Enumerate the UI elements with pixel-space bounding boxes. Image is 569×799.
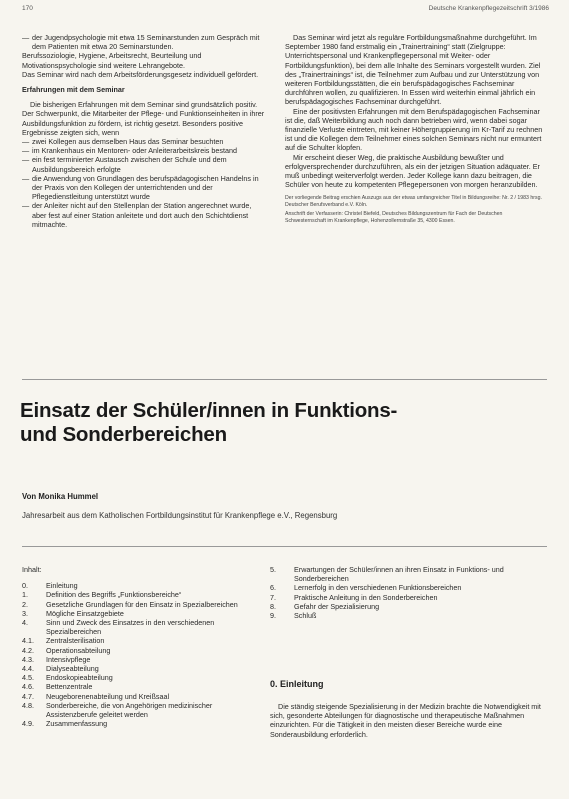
list-a [22, 33, 267, 51]
paragraph: Das Seminar wird nach dem Arbeitsförderungsgesetz individuell gefördert. [22, 69, 259, 79]
toc-text: Sonderbereiche, die von Angehörigen medizinischer Assistenzberufe geleitet werden [46, 700, 213, 720]
toc-row [22, 673, 252, 682]
footnote: Anschrift der Verfasserin: Christel Biefeld, Deutsches Bildungszentrum für Fach der Deutschen Schwesternschaft im Krankenpflege, Hohenzollernstraße 35, 4300 Essen. [285, 211, 503, 224]
toc-row [22, 618, 252, 636]
toc-row [22, 590, 252, 599]
toc-row [22, 692, 252, 701]
toc-num: 7. [270, 592, 276, 602]
toc-text: Einleitung [46, 581, 78, 591]
list-item: — der Anleiter nicht auf den Stellenplan der Station angerechnet wurde, aber fest auf einer Station anleitete und dort auch den Schichtdienst mitmachte. [22, 201, 267, 229]
title-line: Einsatz der Schüler/innen in Funktions- [20, 399, 398, 422]
title-line: und Sonderbereichen [20, 423, 227, 446]
toc-row [22, 682, 252, 691]
list-b [22, 137, 267, 229]
toc-num: 5. [270, 565, 276, 574]
affiliation: Jahresarbeit aus dem Katholischen Fortbildungsinstitut für Krankenpflege e.V., Regensburg [22, 511, 338, 520]
subheading: Erfahrungen mit dem Seminar [22, 85, 125, 95]
toc-text: Lernerfolg in den verschiedenen Funktionsbereichen [294, 583, 462, 593]
footnote: Der vorliegende Beitrag erschien Auszugs aus der etwas umfangreicher Titel in Bildungsreihe: Nr. 2 / 1983 hrsg. Deutscher Berufsverband e.V. Köln. [285, 195, 542, 208]
toc-num: 3. [22, 608, 28, 618]
toc-text: Erwartungen der Schüler/innen an ihren Einsatz in Funktions- und Sonderbereichen [294, 565, 504, 584]
journal-name: Deutsche Krankenpflegezeitschrift 3/1986 [428, 5, 549, 12]
toc-num: 4.5. [22, 673, 34, 683]
toc-row [22, 581, 252, 590]
toc-row [22, 636, 252, 645]
list-item: — ein fest terminierter Austausch zwischen der Schule und dem Ausbildungsbereich erfolgte [22, 155, 267, 173]
toc-num: 6. [270, 583, 276, 593]
divider [22, 546, 547, 547]
toc-text: Neugeborenenabteilung und Kreißsaal [46, 691, 170, 701]
toc-num: 4.1. [22, 636, 34, 646]
toc-text: Definition des Begriffs „Funktionsbereiche“ [46, 590, 182, 600]
toc-num: 0. [22, 581, 28, 591]
page-header [22, 5, 549, 17]
toc-num: 4.9. [22, 719, 34, 729]
toc-num: 4.4. [22, 664, 34, 674]
toc-num: 4.8. [22, 700, 34, 710]
paragraph: Eine der positivsten Erfahrungen mit dem Berufspädagogischen Fachseminar ist die, daß Weiterbildung auch noch dann betrieben wird, wenn dabei sogar finanzielle Verluste eintreten, mit keiner Höhergruppierung im Kr-Tarif zu rechnen ist und die Kollegen dem Teilnehmer eines solchen Seminars nicht nur ermuntert auf die Schulter klopfen. [285, 106, 543, 153]
toc-row [270, 611, 540, 620]
toc-text: Dialyseabteilung [46, 664, 99, 674]
toc-row [22, 646, 252, 655]
toc-num: 4.7. [22, 691, 34, 701]
top-left-column [22, 33, 267, 229]
toc-text: Endoskopieabteilung [46, 673, 113, 683]
top-right-column [285, 33, 543, 227]
toc-num: 9. [270, 611, 276, 621]
paragraph: Die ständig steigende Spezialisierung in der Medizin brachte die Notwendigkeit mit sich, gesonderte Abteilungen für diagnostische und therapeutische Maßnahmen einzurichten. Für die Tätigkeit in den meisten dieser Bereiche wurde eine Sonderausbildung erforderlich. [270, 702, 541, 739]
toc-text: Gefahr der Spezialisierung [294, 601, 380, 611]
article-title [20, 399, 550, 447]
toc-num: 4.6. [22, 682, 34, 692]
toc-heading: Inhalt: [22, 565, 42, 574]
toc-row [270, 593, 540, 602]
author: Von Monika Hummel [22, 492, 99, 501]
toc-row [270, 602, 540, 611]
paragraph: Berufssoziologie, Hygiene, Arbeitsrecht, Beurteilung und Motivationspsychologie sind weitere Lehrangebote. [22, 51, 202, 70]
list-item: — zwei Kollegen aus demselben Haus das Seminar besuchten [22, 137, 267, 146]
toc-row [270, 565, 540, 583]
section-text [270, 702, 542, 739]
toc-text: Gesetzliche Grundlagen für den Einsatz in Spezialbereichen [46, 599, 238, 609]
toc-text: Mögliche Einsatzgebiete [46, 608, 124, 618]
toc-num: 2. [22, 599, 28, 609]
list-item: — im Krankenhaus ein Mentoren- oder Anleiterarbeitskreis bestand [22, 146, 267, 155]
footnotes [285, 195, 543, 224]
toc-row [22, 701, 252, 719]
toc-row [22, 655, 252, 664]
toc-text: Operationsabteilung [46, 645, 111, 655]
toc-num: 4. [22, 618, 28, 628]
toc-text: Schluß [294, 611, 317, 621]
list-item: — die Anwendung von Grundlagen des berufspädagogischen Handelns in der Praxis von den Kollegen der unterrichtenden und der Pflegedienstleitung unterstützt wurde [22, 174, 267, 202]
toc-text: Zusammenfassung [46, 719, 108, 729]
toc-num: 4.2. [22, 645, 34, 655]
toc-text: Sinn und Zweck des Einsatzes in den verschiedenen Spezialbereichen [46, 618, 215, 637]
toc-num: 1. [22, 590, 28, 600]
paragraph: Mir erscheint dieser Weg, die praktische Ausbildung bewußter und erfolgversprechender durchzuführen, als ein der jetzigen Situation adäquater. Er muß unbedingt weiterverfolgt werden. Jeder Kollege kann dazu beitragen, die Schüler von heute zu kompetenten Pflegepersonen von morgen heranzubilden. [285, 152, 540, 190]
toc-left [22, 565, 252, 728]
paragraph: Das Seminar wird jetzt als reguläre Fortbildungsmaßnahme durchgeführt. Im September 1980 fand erstmalig ein „Trainertraining“ statt (Zielgruppe: Unterrichtspersonal und Krankenpflegepersonal mit Weiter- oder Fortbildungsfunktion), bei dem alle Inhalte des Seminars vorgestellt wurden. Ziel des „Trainertrainings“ ist, die Teilnehmer zum Aufbau und zur Unterstützung von weiteren Fortbildungsstätten, die ein berufspädagogisches Fachseminar durchführen wollen, zu qualifizieren. In Essen wird weiterhin einmal jährlich ein berufspädagogisches Fachseminar durchgeführt. [285, 33, 541, 107]
toc-text: Bettenzentrale [46, 682, 93, 692]
toc-row [22, 609, 252, 618]
toc-num: 8. [270, 601, 276, 611]
toc-text: Zentralsterilisation [46, 636, 105, 646]
paragraph: Die bisherigen Erfahrungen mit dem Seminar sind grundsätzlich positiv. Der Schwerpunkt, die Mitarbeiter der Pflege- und Funktionseinheiten in ihrer Ausbildungsfunktion zu fördern, ist richtig gesetzt. Besonders positive Ergebnisse zeigten sich, wenn [22, 100, 265, 137]
toc-row [270, 583, 540, 592]
toc-text: Praktische Anleitung in den Sonderbereichen [294, 592, 438, 602]
toc-row [22, 719, 252, 728]
toc-right [270, 565, 540, 620]
toc-text: Intensivpflege [46, 654, 91, 664]
divider [22, 379, 547, 380]
toc-row [22, 664, 252, 673]
page-number: 170 [22, 5, 33, 12]
toc-num: 4.3. [22, 654, 34, 664]
list-item: — der Jugendpsychologie mit etwa 15 Seminarstunden zum Gespräch mit dem Patienten mit etwa 20 Seminarstunden. [22, 33, 267, 51]
section-heading: 0. Einleitung [270, 679, 324, 689]
toc-row [22, 600, 252, 609]
